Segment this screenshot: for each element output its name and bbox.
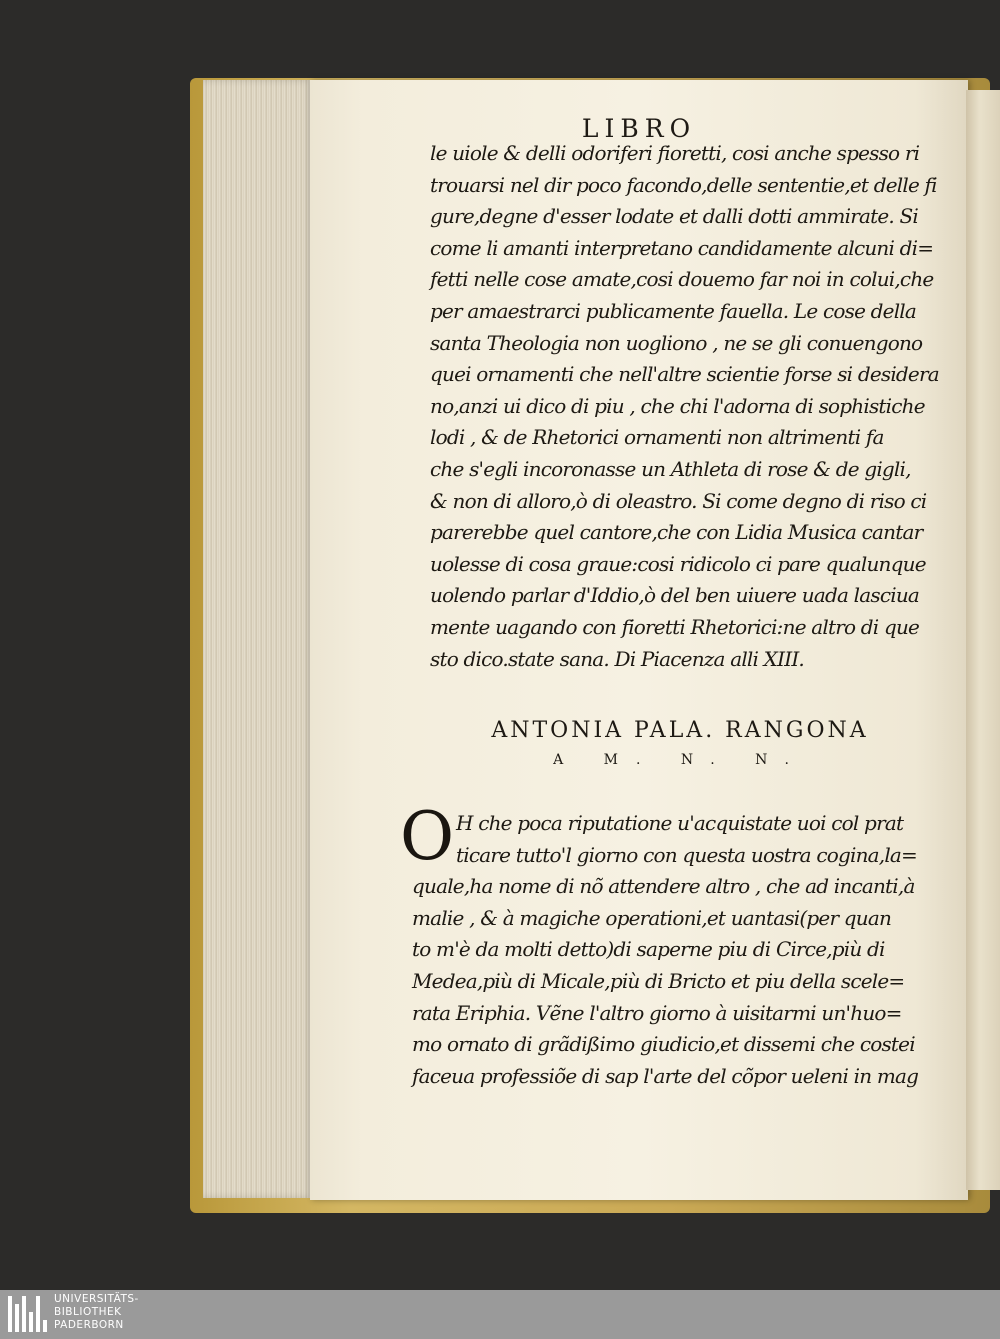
text-line: che s'egli incoronasse un Athleta di rose & de gigli, [430,456,911,481]
text-line: quale,ha nome di nõ attendere altro , che ad incanti,à [412,874,915,899]
text-line: to m'è da molti detto)di saperne piu di Circe,più di [412,937,885,962]
library-name-line: BIBLIOTHEK [54,1306,122,1318]
text-line: H che poca riputatione u'acquistate uoi col prat [456,811,904,835]
text-line: mo ornato di grãdißimo giudicio,et dissemi che costei [412,1032,915,1057]
page-edges [203,80,313,1198]
text-line: santa Theologia non uogliono , ne se gli conuengono [430,330,923,355]
text-line: parerebbe quel cantore,che con Lidia Musica cantar [430,520,923,545]
text-line: no,anzi ui dico di piu , che chi l'adorna di sophistiche [430,393,925,418]
library-logo-icon [8,1296,48,1332]
text-line: sto dico.state sana. Di Piacenza alli XIII. [430,646,804,671]
facing-page-edge [966,90,1000,1190]
library-name [54,1293,139,1332]
text-line: ticare tutto'l giorno con questa uostra cogina,la= [456,842,918,867]
text-line: faceua professiõe di sap l'arte del cõpor ueleni in mag [412,1063,919,1088]
text-line: per amaestrarci publicamente fauella. Le cose della [430,298,917,323]
text-line: le uiole & delli odoriferi fioretti, cosi anche spesso ri [430,141,920,165]
body-text [430,138,939,675]
library-name-line: UNIVERSITÄTS- [54,1293,139,1305]
text-line: fetti nelle cose amate,cosi douemo far noi in colui,che [430,267,934,292]
text-line: & non di alloro,ò di oleastro. Si come degno di riso ci [430,488,927,513]
running-head: LIBRO [581,114,697,143]
library-footer [0,1290,1000,1339]
text-line: gure,degne d'esser lodate et dalli dotti ammirate. Si [430,204,918,229]
text-line: rata Eriphia. Vẽne l'altro giorno à uisitarmi un'huo= [412,1000,902,1025]
text-line: mente uagando con fioretti Rhetorici:ne altro di que [430,614,920,639]
text-line: quei ornamenti che nell'altre scientie forse si desidera [430,362,939,387]
text-line: uolendo parlar d'Iddio,ò del ben uiuere uada lasciua [430,583,920,608]
text-line: come li amanti interpretano candidamente alcuni di= [430,235,934,260]
letter-heading: ANTONIA PALA. RANGONA [491,718,869,743]
text-line: Medea,più di Micale,più di Bricto et piu della scele= [412,968,905,993]
text-line: malie , & à magiche operationi,et uantasi(per quan [412,905,892,930]
library-name-line: PADERBORN [54,1319,124,1331]
text-line: trouarsi nel dir poco facondo,delle sententie,et delle fi [430,172,937,197]
text-line: uolesse di cosa graue:cosi ridicolo ci pare qualunque [430,551,926,576]
text-line: lodi , & de Rhetorici ornamenti non altrimenti fa [430,425,884,450]
letter-subheading: A M. N. N. [553,752,807,768]
drop-cap: O [400,798,455,875]
